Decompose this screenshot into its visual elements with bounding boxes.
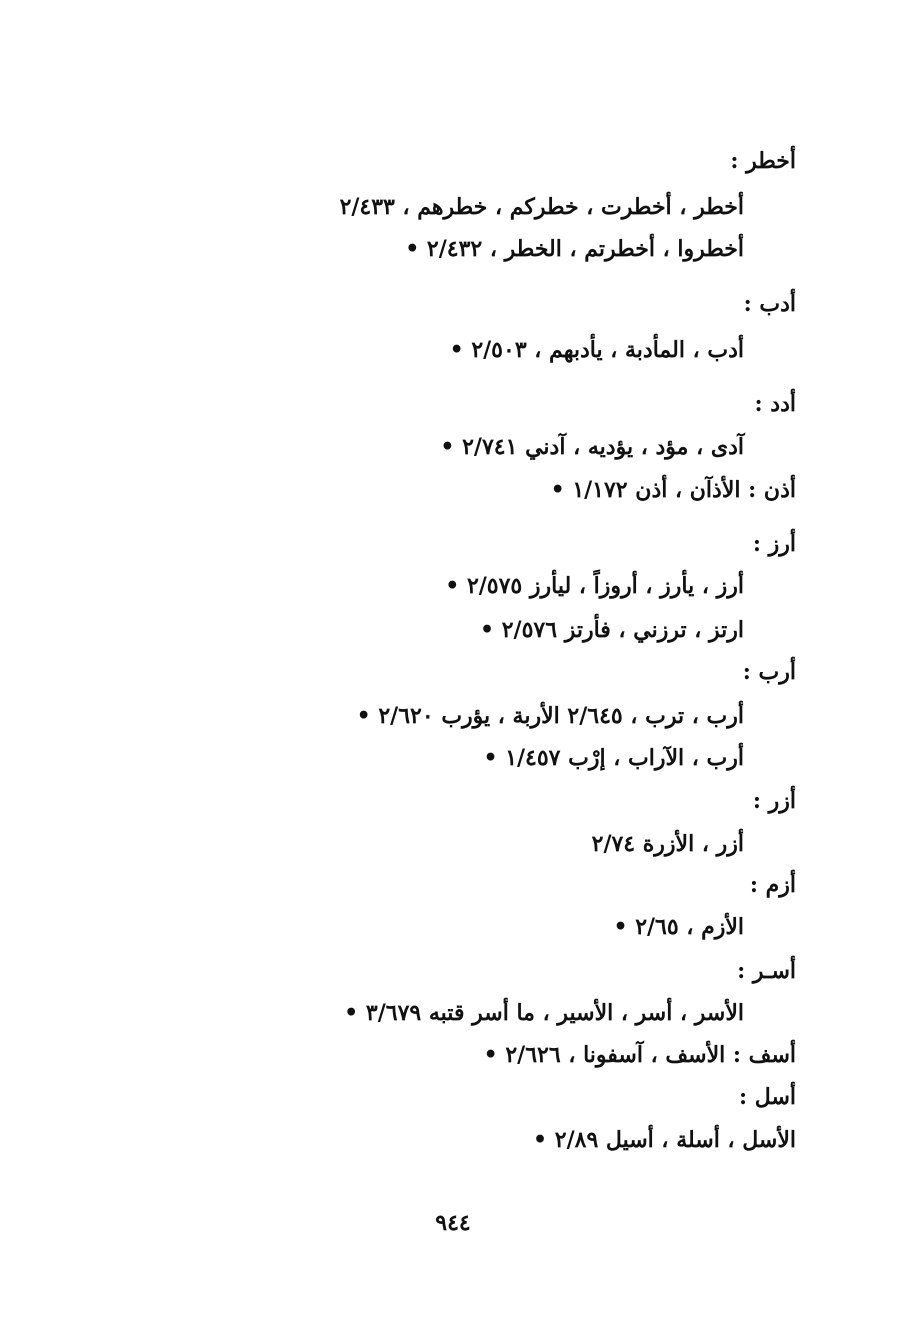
head-adab: أدب : — [743, 291, 796, 317]
head-azr: أزر : — [752, 788, 796, 814]
head-asr: أسـر : — [737, 958, 796, 984]
line-akhtar-2: أخطروا ، أخطرتم ، الخطر ، ٢/٤٣٢ • — [405, 236, 744, 262]
line-akhtar-1: أخطر ، أخطرت ، خطركم ، خطرهم ، ٢/٤٣٣ — [339, 194, 744, 220]
page-number: ٩٤٤ — [435, 1210, 471, 1236]
head-asf: أسف : الأسف ، آسفونا ، ٢/٦٢٦ • — [483, 1042, 796, 1068]
head-asl: أسل : — [739, 1084, 796, 1110]
line-arb-2: أرب ، الآراب ، إرْب ١/٤٥٧ • — [483, 745, 744, 771]
head-adhn: أذن : الأذآن ، أذن ١/١٧٢ • — [550, 477, 796, 503]
head-arb: أرب : — [742, 659, 796, 685]
line-arz-1: أرز ، يأرز ، أروزاً ، ليأرز ٢/٥٧٥ • — [445, 573, 744, 599]
line-azr-1: أزر ، الأزرة ٢/٧٤ — [591, 831, 744, 857]
head-arz: أرز : — [752, 531, 796, 557]
line-arb-1: أرب ، ترب ، ٢/٦٤٥ الأربة ، يؤرب ٢/٦٢٠ • — [356, 703, 744, 729]
line-asl-1: الأسل ، أسلة ، أسيل ٢/٨٩ • — [533, 1127, 796, 1153]
head-akhtar: أخطر : — [730, 148, 796, 174]
line-asr-1: الأسر ، أسر ، الأسير ، ما أسر قتبه ٣/٦٧٩ • — [344, 1000, 744, 1026]
head-adad: أدد : — [754, 391, 796, 417]
line-azm-1: الأزم ، ٢/٦٥ • — [613, 914, 744, 940]
line-arz-2: ارتز ، ترزني ، فأرتز ٢/٥٧٦ • — [480, 617, 744, 643]
head-azm: أزم : — [749, 872, 796, 898]
line-adad-1: آدى ، مؤد ، يؤديه ، آدني ٢/٧٤١ • — [440, 434, 744, 460]
line-adab-1: أدب ، المأدبة ، يأدبهم ، ٢/٥٠٣ • — [449, 337, 744, 363]
